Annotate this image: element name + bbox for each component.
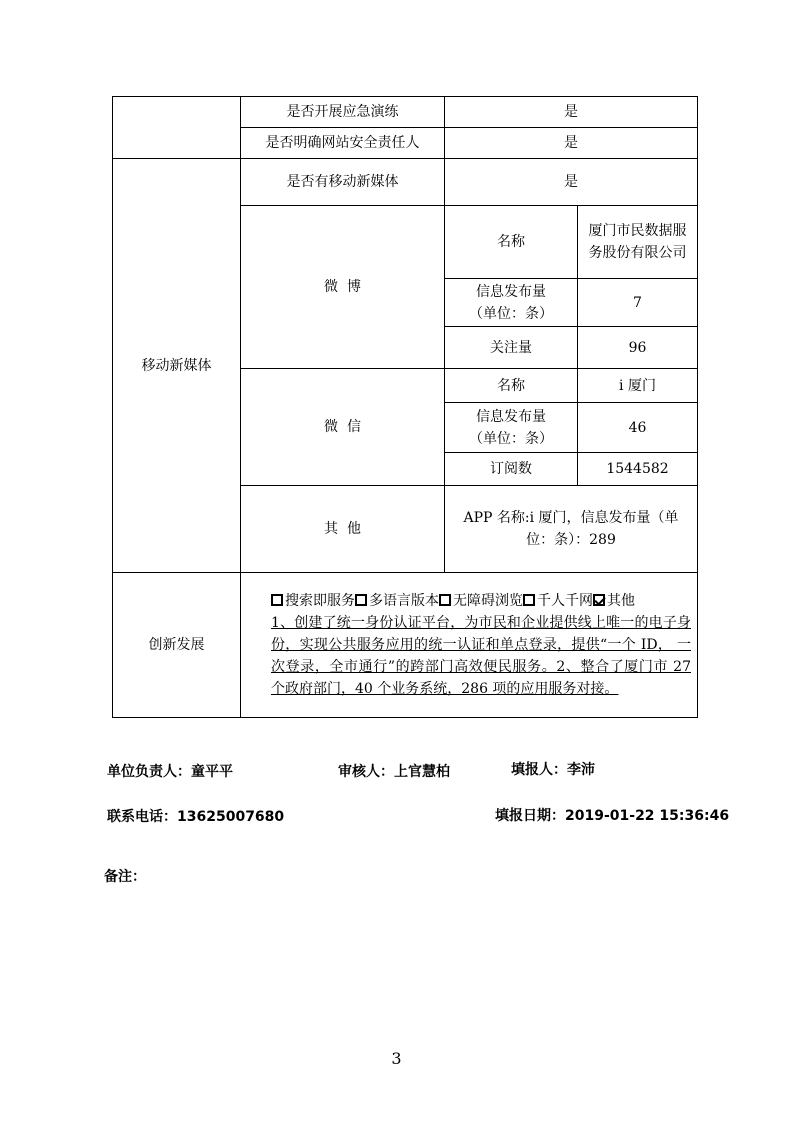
- option-label: 其他: [607, 593, 635, 609]
- owner-label: 是否明确网站安全责任人: [241, 128, 445, 159]
- other-label: [241, 486, 445, 573]
- wechat-label-text: 微 信: [324, 419, 361, 435]
- mobile-has-value: 是: [445, 159, 698, 206]
- option-search-service[interactable]: [271, 590, 355, 612]
- blank-section-cell: [113, 97, 241, 159]
- wechat-name-label: 名称: [445, 369, 578, 403]
- page-number: 3: [391, 1049, 402, 1068]
- weibo-posts-value: 7: [578, 279, 698, 327]
- innovation-description: 1、创建了统一身份认证平台，为市民和企业提供线上唯一的电子身份，实现公共服务应用的统一认证和单点登录，提供“一个 ID， 一次登录，全市通行”的跨部门高效便民服务。2、整合了厦门市 27 个政府部门，40 个业务系统，286 项的应用服务对接。: [271, 615, 691, 697]
- option-label: 搜索即服务: [285, 593, 355, 609]
- checkbox-icon[interactable]: [355, 594, 367, 606]
- drill-label: 是否开展应急演练: [241, 97, 445, 128]
- option-other[interactable]: [593, 590, 635, 612]
- mobile-section-label: 移动新媒体: [113, 159, 241, 573]
- innovation-options: [271, 590, 691, 612]
- option-multilingual[interactable]: [355, 590, 439, 612]
- weibo-followers-value: 96: [578, 327, 698, 369]
- option-label: 千人千网: [537, 593, 593, 609]
- innovation-content: [241, 573, 698, 718]
- report-table: [112, 96, 698, 718]
- wechat-posts-value: 46: [578, 403, 698, 453]
- mobile-has-label: 是否有移动新媒体: [241, 159, 445, 206]
- wechat-label: [241, 369, 445, 486]
- option-label: 多语言版本: [369, 593, 439, 609]
- wechat-name-value: i 厦门: [578, 369, 698, 403]
- checkbox-icon[interactable]: [523, 594, 535, 606]
- owner-value: 是: [445, 128, 698, 159]
- option-personalized[interactable]: [523, 590, 593, 612]
- option-accessibility[interactable]: [439, 590, 523, 612]
- wechat-subs-label: 订阅数: [445, 453, 578, 486]
- fill-date: 填报日期：2019-01-22 15:36:46: [495, 808, 730, 824]
- wechat-posts-label: 信息发布量（单位：条）: [445, 403, 578, 453]
- checkbox-icon[interactable]: [439, 594, 451, 606]
- weibo-label: [241, 206, 445, 369]
- filler: 填报人：李沛: [511, 762, 595, 778]
- drill-value: 是: [445, 97, 698, 128]
- checkbox-checked-icon[interactable]: [593, 594, 605, 606]
- option-label: 无障碍浏览: [453, 593, 523, 609]
- remarks-label: 备注：: [104, 869, 146, 885]
- weibo-name-label: 名称: [445, 206, 578, 279]
- checkbox-icon[interactable]: [271, 594, 283, 606]
- innovation-section-label: 创新发展: [113, 573, 241, 718]
- unit-head: 单位负责人：童平平: [107, 764, 233, 780]
- reviewer: 审核人：上官慧柏: [338, 764, 450, 780]
- weibo-posts-label: 信息发布量（单位：条）: [445, 279, 578, 327]
- weibo-name-value: 厦门市民数据服务股份有限公司: [578, 206, 698, 279]
- wechat-subs-value: 1544582: [578, 453, 698, 486]
- other-value: APP 名称:i 厦门，信息发布量（单位：条）：289: [445, 486, 698, 573]
- other-label-text: 其 他: [324, 521, 361, 537]
- weibo-label-text: 微 博: [324, 279, 361, 295]
- contact-phone: 联系电话：13625007680: [107, 809, 285, 825]
- weibo-followers-label: 关注量: [445, 327, 578, 369]
